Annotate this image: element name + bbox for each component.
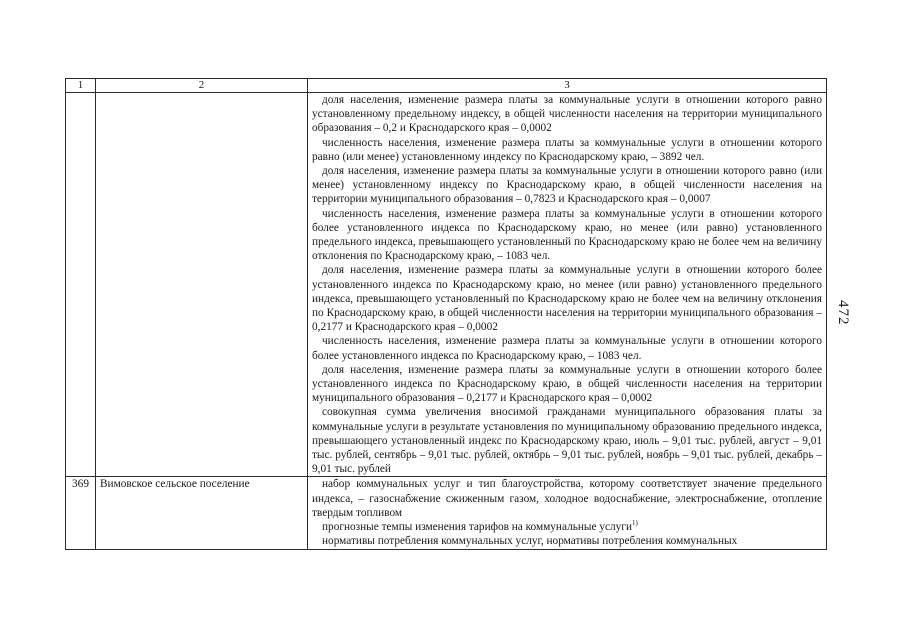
paragraph-count-between: численность населения, изменение размера платы за коммунальные услуги в отношении которого более установленного индекса по Краснодарскому краю, но менее (или равно) установленного предельного индекса, превышающего установленный по Краснодарскому краю не более чем на величину отклонения по Краснодарскому краю, – 1083 чел. (312, 207, 822, 263)
paragraph-share-above: доля населения, изменение размера платы за коммунальные услуги в отношении которого более установленного индекса по Краснодарскому краю, в общей численности населения на территории муниципального образования – 0,2177 и Краснодарского края – 0,0002 (312, 363, 822, 405)
entry-number: 369 (66, 477, 96, 549)
paragraph-share-below-index: доля населения, изменение размера платы за коммунальные услуги в отношении которого равно (или менее) установленному индексу по Краснодарскому краю, в общей численности населения на территории муниципального образования – 0,7823 и Краснодарского края – 0,0007 (312, 165, 822, 206)
paragraph-count-above: численность населения, изменение размера платы за коммунальные услуги в отношении которого более установленного индекса по Краснодарскому краю, – 1083 чел. (312, 335, 822, 362)
header-col-2: 2 (96, 79, 308, 93)
paragraph-share-between: доля населения, изменение размера платы за коммунальные услуги в отношении которого более установленного индекса по Краснодарскому краю, но менее (или равно) установленного предельного индекса, превышающего установленный по Краснодарскому краю не более чем на величину отклонения по Краснодарскому краю, в общей численности населения на территории муниципального образования – 0,2177 и Краснодарского края – 0,0002 (312, 264, 822, 334)
paragraph-tariff-forecast (312, 520, 822, 534)
header-row (66, 79, 827, 93)
entry-text-cell (308, 477, 827, 549)
continuation-row (66, 93, 827, 477)
paragraph-total-increase: совокупная сумма увеличения вносимой гражданами муниципального образования платы за коммунальные услуги в результате установления по муниципальному образованию предельного индекса, превышающего установленный индекс по Краснодарскому краю, июль – 9,01 тыс. рублей, август – 9,01 тыс. рублей, сентябрь – 9,01 тыс. рублей, октябрь – 9,01 тыс. рублей, ноябрь – 9,01 тыс. рублей, декабрь – 9,01 тыс. рублей (312, 406, 822, 476)
header-col-3: 3 (308, 79, 827, 93)
header-col-1: 1 (66, 79, 96, 93)
paragraph-service-set: набор коммунальных услуг и тип благоустройства, которому соответствует значение предельного индекса, – газоснабжение сжиженным газом, холодное водоснабжение, электроснабжение, отопление твердым топливом (312, 478, 822, 519)
footnote-mark: 1) (632, 519, 638, 528)
continuation-name-cell (96, 93, 308, 477)
entry-name: Вимовское сельское поселение (96, 477, 308, 549)
page-number: 472 (835, 300, 851, 326)
tariff-table (65, 78, 827, 550)
paragraph-consumption-norms: нормативы потребления коммунальных услуг, нормативы потребления коммунальных (322, 535, 738, 548)
paragraph-share-equal-limit: доля населения, изменение размера платы за коммунальные услуги в отношении которого равно установленному предельному индексу, в общей численности населения на территории муниципального образования – 0,2 и Краснодарского края – 0,0002 (312, 94, 822, 135)
entry-row-369 (66, 477, 827, 549)
tariff-forecast-text: прогнозные темпы изменения тарифов на коммунальные услуги (322, 521, 632, 534)
continuation-number-cell (66, 93, 96, 477)
paragraph-count-below-index: численность населения, изменение размера платы за коммунальные услуги в отношении которого равно (или менее) установленному индексу по Краснодарскому краю, – 3892 чел. (312, 136, 822, 163)
continuation-text-cell (308, 93, 827, 477)
